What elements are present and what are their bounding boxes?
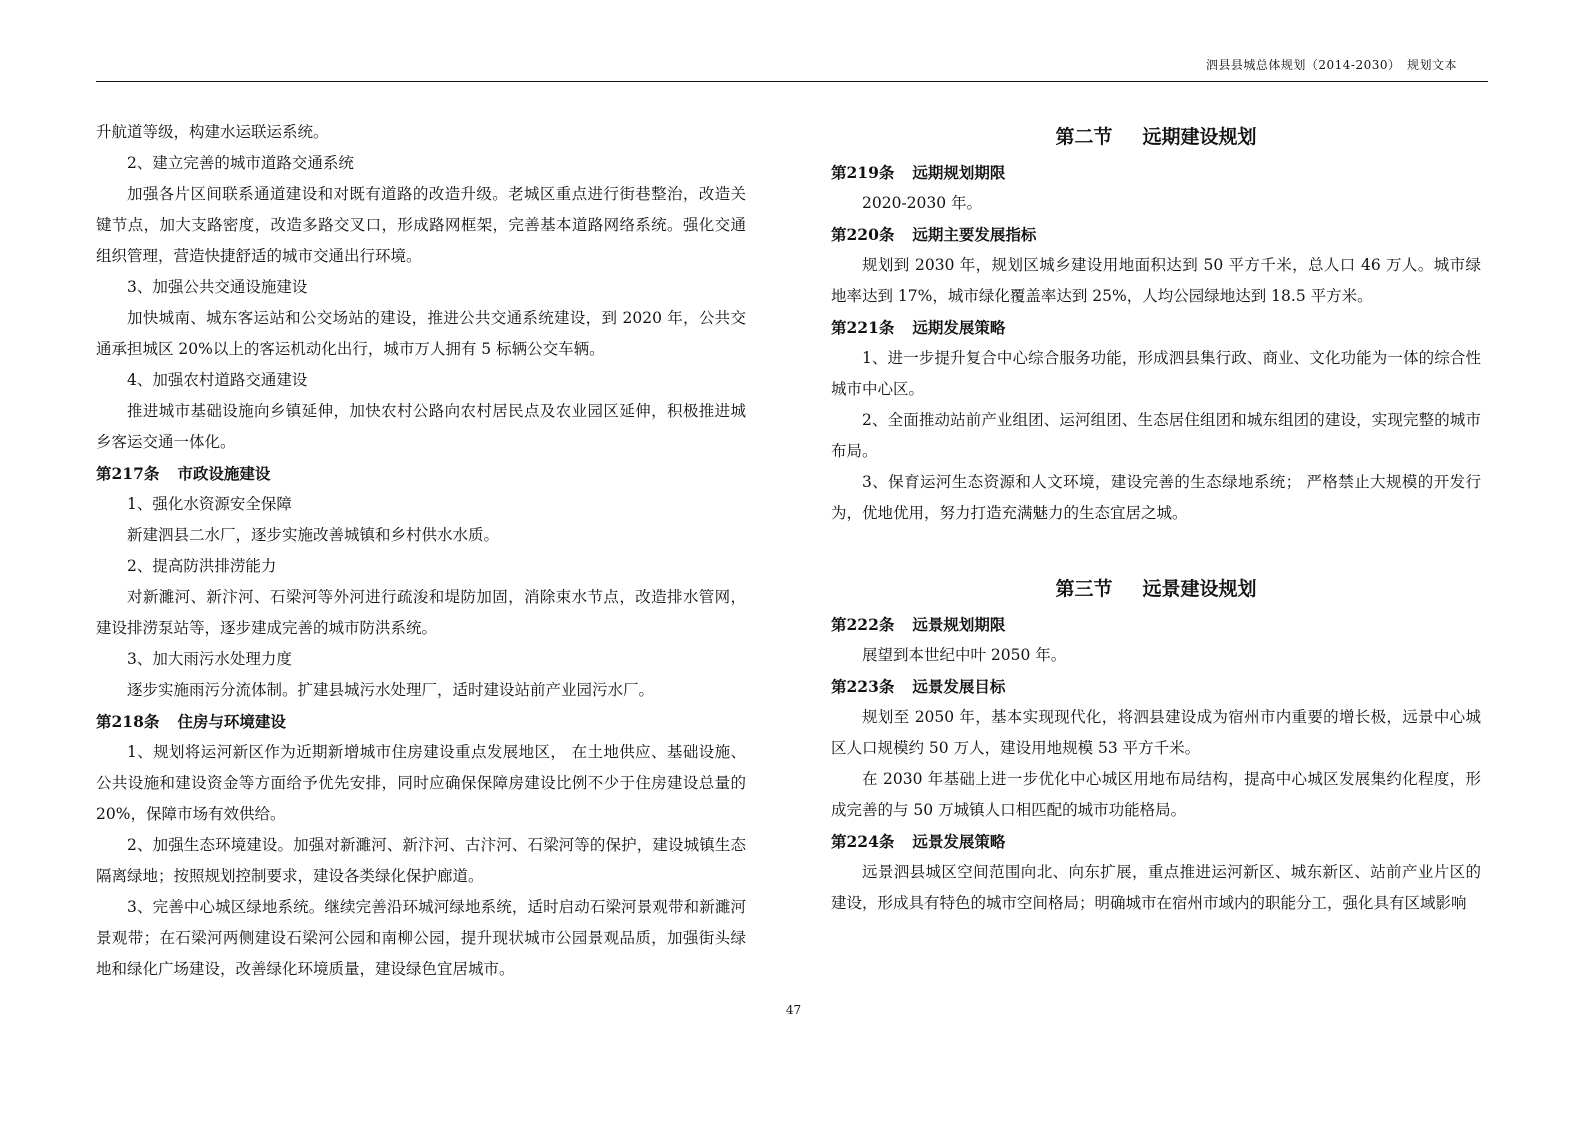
paragraph: 逐步实施雨污分流体制。扩建县城污水处理厂，适时建设站前产业园污水厂。 (127, 681, 655, 699)
article-title: 住房与环境建设 (177, 712, 286, 731)
article-number: 第218条 (96, 712, 160, 731)
item-heading: 2、建立完善的城市道路交通系统 (127, 154, 354, 172)
section-gap (831, 529, 1481, 569)
running-header: 泗县县城总体规划（2014-2030） 规划文本 (1205, 58, 1457, 72)
paragraph: 1、规划将运河新区作为近期新增城市住房建设重点发展地区， 在土地供应、基础设施、公共设施和建设资金等方面给予优先安排，同时应确保保障房建设比例不少于住房建设总量的 20%，保障市场有效供给。 (96, 743, 746, 823)
article-heading-223 (831, 671, 1481, 702)
paragraph: 加快城南、城东客运站和公交场站的建设，推进公共交通系统建设，到 2020 年，公共交通承担城区 20%以上的客运机动化出行，城市万人拥有 5 标辆公交车辆。 (96, 309, 746, 358)
article-heading-221 (831, 312, 1481, 343)
paragraph: 升航道等级，构建水运联运系统。 (96, 123, 329, 141)
article-title: 远景发展策略 (912, 832, 1006, 851)
section-number: 第二节 (1055, 126, 1113, 148)
right-column (831, 117, 1481, 919)
item-heading: 3、加强公共交通设施建设 (127, 278, 308, 296)
header-rule (96, 81, 1488, 82)
section-number: 第三节 (1055, 578, 1113, 600)
article-heading-217 (96, 458, 746, 489)
paragraph: 规划至 2050 年，基本实现现代化，将泗县建设成为宿州市内重要的增长极，远景中心城区人口规模约 50 万人，建设用地规模 53 平方千米。 (831, 708, 1481, 757)
paragraph: 规划到 2030 年，规划区城乡建设用地面积达到 50 平方千米，总人口 46 万人。城市绿地率达到 17%，城市绿化覆盖率达到 25%，人均公园绿地达到 18.5 平方米。 (831, 256, 1481, 305)
section-title: 远期建设规划 (1142, 126, 1257, 148)
article-number: 第219条 (831, 163, 895, 182)
section-title: 远景建设规划 (1142, 578, 1257, 600)
section-heading-3 (831, 569, 1481, 609)
article-number: 第224条 (831, 832, 895, 851)
paragraph: 3、完善中心城区绿地系统。继续完善沿环城河绿地系统，适时启动石梁河景观带和新濉河景观带；在石梁河两侧建设石梁河公园和南柳公园，提升现状城市公园景观品质，加强街头绿地和绿化广场建设，改善绿化环境质量，建设绿色宜居城市。 (96, 898, 746, 978)
article-heading-220 (831, 219, 1481, 250)
article-number: 第222条 (831, 615, 895, 634)
article-number: 第217条 (96, 464, 160, 483)
left-column (96, 117, 746, 985)
item-heading: 1、强化水资源安全保障 (127, 495, 292, 513)
paragraph: 对新濉河、新汴河、石梁河等外河进行疏浚和堤防加固，消除束水节点，改造排水管网，建设排涝泵站等，逐步建成完善的城市防洪系统。 (96, 588, 746, 637)
item-heading: 2、提高防洪排涝能力 (127, 557, 277, 575)
paragraph: 新建泗县二水厂，逐步实施改善城镇和乡村供水水质。 (127, 526, 500, 544)
article-heading-224 (831, 826, 1481, 857)
paragraph: 2、加强生态环境建设。加强对新濉河、新汴河、古汴河、石梁河等的保护，建设城镇生态隔离绿地；按照规划控制要求，建设各类绿化保护廊道。 (96, 836, 746, 885)
paragraph: 展望到本世纪中叶 2050 年。 (862, 646, 1067, 664)
paragraph: 在 2030 年基础上进一步优化中心城区用地布局结构，提高中心城区发展集约化程度，形成完善的与 50 万城镇人口相匹配的城市功能格局。 (831, 770, 1481, 819)
paragraph: 远景泗县城区空间范围向北、向东扩展，重点推进运河新区、城东新区、站前产业片区的建设，形成具有特色的城市空间格局；明确城市在宿州市域内的职能分工，强化具有区域影响 (831, 863, 1481, 912)
paragraph: 3、保育运河生态资源和人文环境，建设完善的生态绿地系统； 严格禁止大规模的开发行为，优地优用，努力打造充满魅力的生态宜居之城。 (831, 473, 1481, 522)
article-title: 远景规划期限 (912, 615, 1006, 634)
article-title: 市政设施建设 (177, 464, 271, 483)
article-title: 远期发展策略 (912, 318, 1006, 337)
page-number: 47 (785, 1003, 802, 1017)
article-heading-219 (831, 157, 1481, 188)
paragraph: 2、全面推动站前产业组团、运河组团、生态居住组团和城东组团的建设，实现完整的城市布局。 (831, 411, 1481, 460)
paragraph: 1、进一步提升复合中心综合服务功能，形成泗县集行政、商业、文化功能为一体的综合性城市中心区。 (831, 349, 1481, 398)
paragraph: 推进城市基础设施向乡镇延伸，加快农村公路向农村居民点及农业园区延伸，积极推进城乡客运交通一体化。 (96, 402, 746, 451)
article-heading-218 (96, 706, 746, 737)
article-title: 远期主要发展指标 (912, 225, 1037, 244)
article-number: 第221条 (831, 318, 895, 337)
section-heading-2 (831, 117, 1481, 157)
item-heading: 4、加强农村道路交通建设 (127, 371, 308, 389)
article-number: 第220条 (831, 225, 895, 244)
article-number: 第223条 (831, 677, 895, 696)
paragraph: 加强各片区间联系通道建设和对既有道路的改造升级。老城区重点进行街巷整治，改造关键节点，加大支路密度，改造多路交叉口，形成路网框架，完善基本道路网络系统。强化交通组织管理，营造快捷舒适的城市交通出行环境。 (96, 185, 746, 265)
paragraph: 2020-2030 年。 (862, 194, 983, 212)
article-heading-222 (831, 609, 1481, 640)
article-title: 远期规划期限 (912, 163, 1006, 182)
article-title: 远景发展目标 (912, 677, 1006, 696)
item-heading: 3、加大雨污水处理力度 (127, 650, 292, 668)
